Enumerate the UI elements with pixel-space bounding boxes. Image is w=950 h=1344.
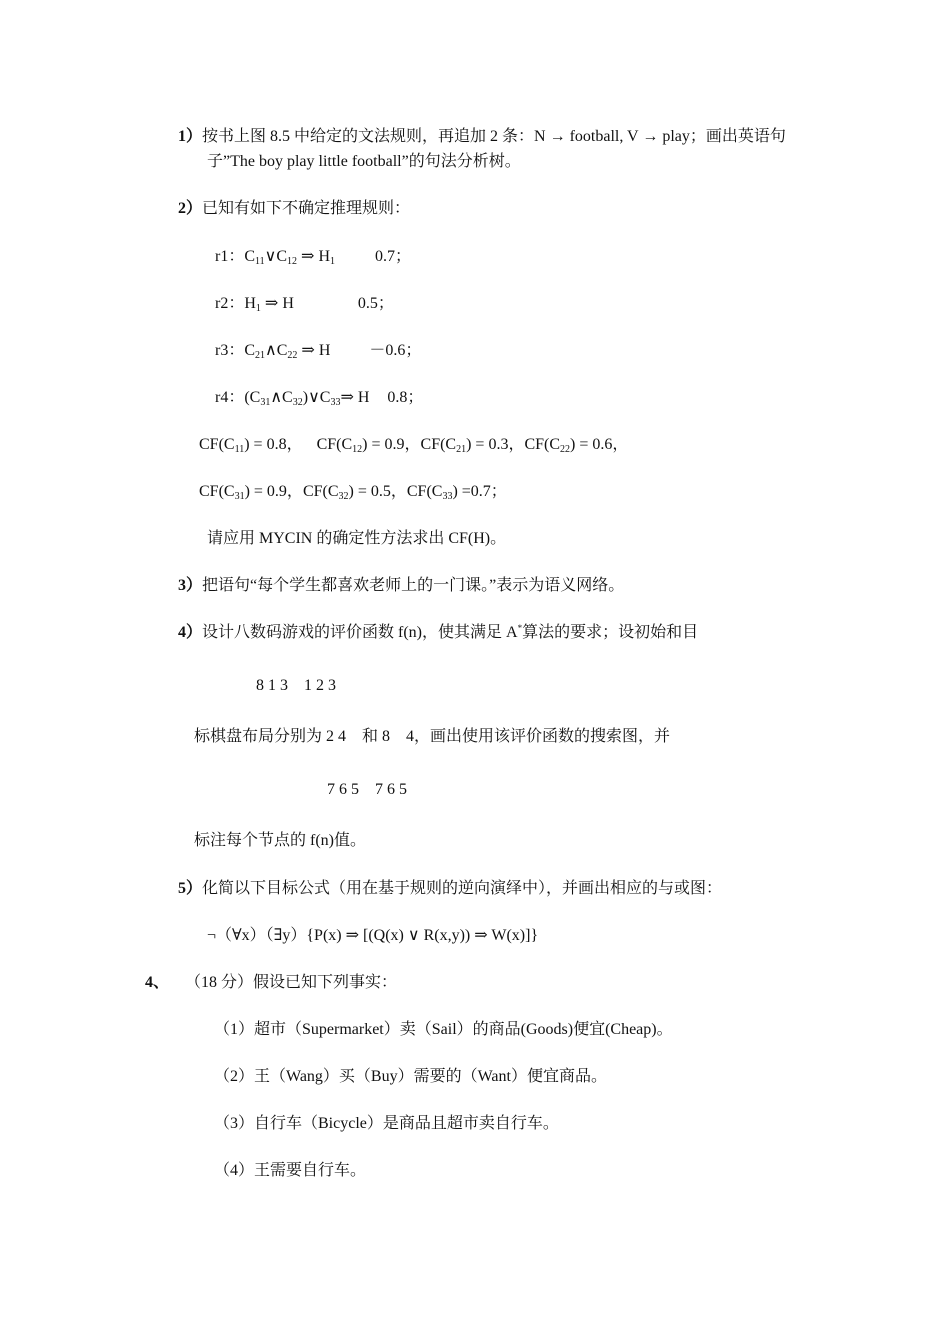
q4-a-star-sup: *	[517, 623, 523, 633]
fact-2: （2）王（Wang）买（Buy）需要的（Want）便宜商品。	[214, 1068, 607, 1085]
cf-c21-sub: 21	[456, 444, 467, 455]
board-row1: 8 1 3 1 2 3	[256, 677, 336, 694]
q1-line2	[207, 154, 521, 170]
cf-c22-value: ) = 0.6，	[570, 436, 629, 453]
q2-ask: 请应用 MYCIN 的确定性方法求出 CF(H)。	[207, 530, 507, 547]
rule-r4-sub2: 32	[292, 397, 303, 408]
cf-c21-value: ) = 0.3，	[466, 436, 525, 453]
rule-r2-cf: 0.5；	[357, 295, 394, 312]
rule-r4	[215, 390, 423, 406]
q4-number: 4）	[178, 624, 203, 641]
fact-3: （3）自行车（Bicycle）是商品且超市卖自行车。	[214, 1115, 559, 1132]
cf-c31-label: CF(C	[199, 483, 235, 500]
rule-r2-sub1: 1	[255, 303, 261, 314]
rule-r1-sub3: 1	[330, 256, 336, 267]
rule-r1-op: ∨C	[264, 248, 288, 265]
cf-c22-label: CF(C	[524, 436, 561, 453]
cf-c31-value: ) = 0.9，	[244, 483, 303, 500]
rule-r2-term: H	[244, 295, 256, 312]
q5-formula: ¬（∀x）（∃y）{P(x) ⇒ [(Q(x) ∨ R(x,y)) ⇒ W(x)]}	[207, 927, 539, 944]
q1-text-line2: 子”The boy play little football”的句法分析树。	[207, 153, 521, 170]
rule-r1-cf: 0.7；	[375, 248, 412, 265]
rule-r1-sub1: 11	[255, 256, 265, 267]
cf-c33-label: CF(C	[406, 483, 443, 500]
board-row2: 标棋盘布局分别为 2 4 和 8 4，画出使用该评价函数的搜索图，并	[194, 728, 671, 745]
rule-r2-label: r2：	[215, 295, 245, 312]
rule-r3	[215, 343, 421, 359]
cf-c21-label: CF(C	[420, 436, 457, 453]
rule-r4-op2: )∨C	[302, 389, 331, 406]
q3-number: 3）	[178, 577, 203, 594]
q4-text-a: 设计八数码游戏的评价函数 f(n)，使其满足 A	[202, 624, 518, 641]
cf-c11-sub: 11	[234, 444, 245, 455]
rule-r1	[215, 249, 411, 265]
rule-r4-arrow: ⇒ H	[340, 389, 370, 406]
fact-1: （1）超市（Supermarket）卖（Sail）的商品(Goods)便宜(Cheap)。	[214, 1021, 673, 1038]
cf-c32-sub: 32	[338, 491, 349, 502]
rule-r1-label: r1：	[215, 248, 245, 265]
cf-c33-sub: 33	[442, 491, 453, 502]
cf-c22-sub: 22	[560, 444, 571, 455]
rule-r3-arrow: ⇒ H	[297, 342, 331, 359]
rule-r3-op: ∧C	[265, 342, 288, 359]
rule-r3-term: C	[244, 342, 256, 359]
q2-intro-line	[178, 201, 410, 217]
cf-c12-value: ) = 0.9，	[362, 436, 421, 453]
section4-number: 4、	[145, 974, 170, 991]
rule-r1-sub2: 12	[287, 256, 298, 267]
rule-r4-op1: ∧C	[270, 389, 293, 406]
board-row3: 7 6 5 7 6 5	[327, 781, 407, 798]
rule-r1-term: C	[244, 248, 256, 265]
rule-r4-sub3: 33	[330, 397, 341, 408]
q3-line	[178, 578, 624, 594]
section4-text: （18 分）假设已知下列事实：	[185, 974, 398, 991]
rule-r2-arrow: ⇒ H	[260, 295, 294, 312]
fact-4: （4）王需要自行车。	[214, 1162, 367, 1179]
cf-c11-label: CF(C	[199, 436, 235, 453]
q4-line	[178, 625, 698, 641]
section4-line	[145, 975, 397, 991]
cf-c32-label: CF(C	[302, 483, 339, 500]
cf-c33-value: ) =0.7；	[452, 483, 507, 500]
rule-r4-term: (C	[244, 389, 261, 406]
cf-c31-sub: 31	[234, 491, 245, 502]
rule-r4-sub1: 31	[260, 397, 271, 408]
q5-line	[178, 881, 722, 897]
rule-r3-sub2: 22	[287, 350, 298, 361]
cf-c12-sub: 12	[352, 444, 363, 455]
rule-r3-label: r3：	[215, 342, 245, 359]
cf-c12-label: CF(C	[316, 436, 353, 453]
q3-text: 把语句“每个学生都喜欢老师上的一门课。”表示为语义网络。	[202, 577, 625, 594]
rule-r4-cf: 0.8；	[387, 389, 424, 406]
cf-c11-value: ) = 0.8，	[244, 436, 303, 453]
q1-text-line1: 按书上图 8.5 中给定的文法规则，再追加 2 条：N → football, V → play；画出英语句	[202, 128, 786, 145]
cf-c32-value: ) = 0.5，	[348, 483, 407, 500]
q4-text-b: 算法的要求；设初始和目	[522, 624, 699, 641]
q1-number: 1）	[178, 128, 203, 145]
cf-values-line2	[199, 484, 507, 500]
cf-values-line1	[199, 437, 628, 453]
rule-r2	[215, 296, 394, 312]
q2-number: 2）	[178, 200, 203, 217]
q1-line1	[178, 129, 786, 145]
rule-r3-sub1: 21	[255, 350, 266, 361]
q5-text: 化简以下目标公式（用在基于规则的逆向演绎中），并画出相应的与或图：	[202, 880, 723, 897]
rule-r4-label: r4：	[215, 389, 245, 406]
q2-intro: 已知有如下不确定推理规则：	[202, 200, 411, 217]
rule-r1-arrow: ⇒ H	[297, 248, 331, 265]
q5-number: 5）	[178, 880, 203, 897]
q4-note: 标注每个节点的 f(n)值。	[194, 832, 366, 849]
rule-r3-cf: －0.6；	[369, 342, 422, 359]
